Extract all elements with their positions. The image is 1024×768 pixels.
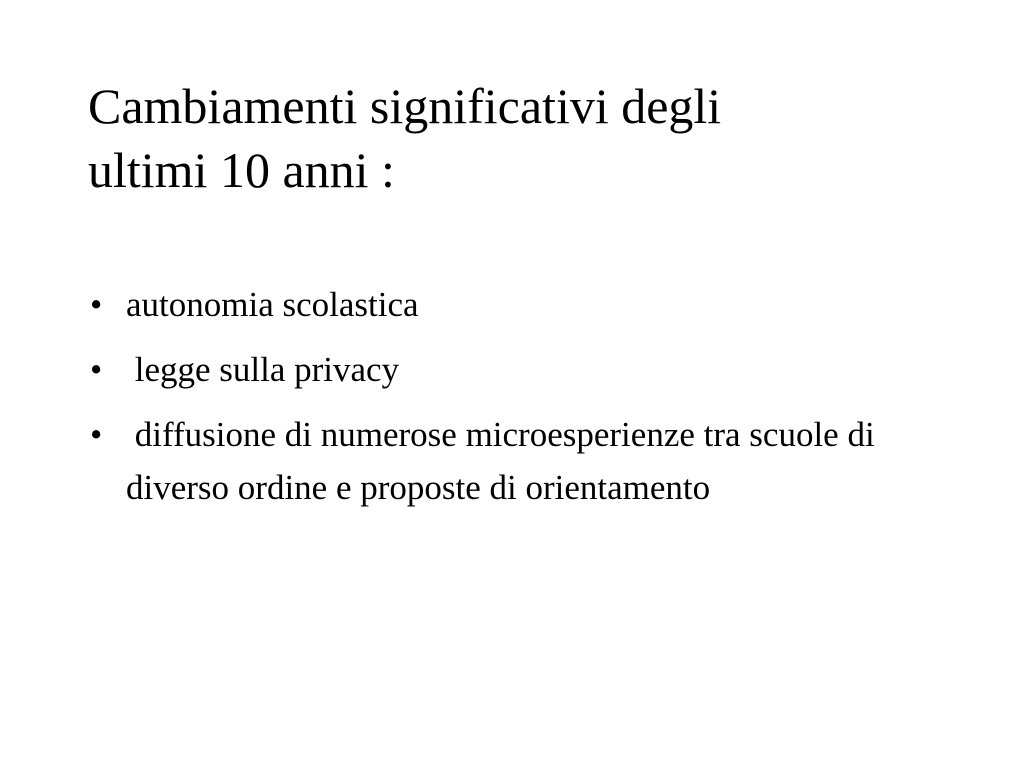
slide-title-line-1: Cambiamenti significativi degli	[88, 78, 722, 134]
bullet-list	[88, 278, 958, 526]
bullet-item-autonomia	[88, 278, 958, 331]
slide-title	[88, 74, 948, 202]
bullet-item-privacy	[88, 343, 958, 396]
bullet-icon: •	[90, 285, 103, 324]
bullet-item-microesperienze	[88, 408, 958, 514]
bullet-icon: •	[90, 350, 103, 389]
bullet-icon: •	[90, 415, 103, 454]
bullet-text: diffusione di numerose microesperienze tra scuole di diverso ordine e proposte di orientamento	[126, 415, 884, 507]
slide-title-line-2: ultimi 10 anni :	[88, 142, 395, 198]
bullet-text: autonomia scolastica	[126, 285, 419, 324]
bullet-text: legge sulla privacy	[126, 350, 400, 389]
